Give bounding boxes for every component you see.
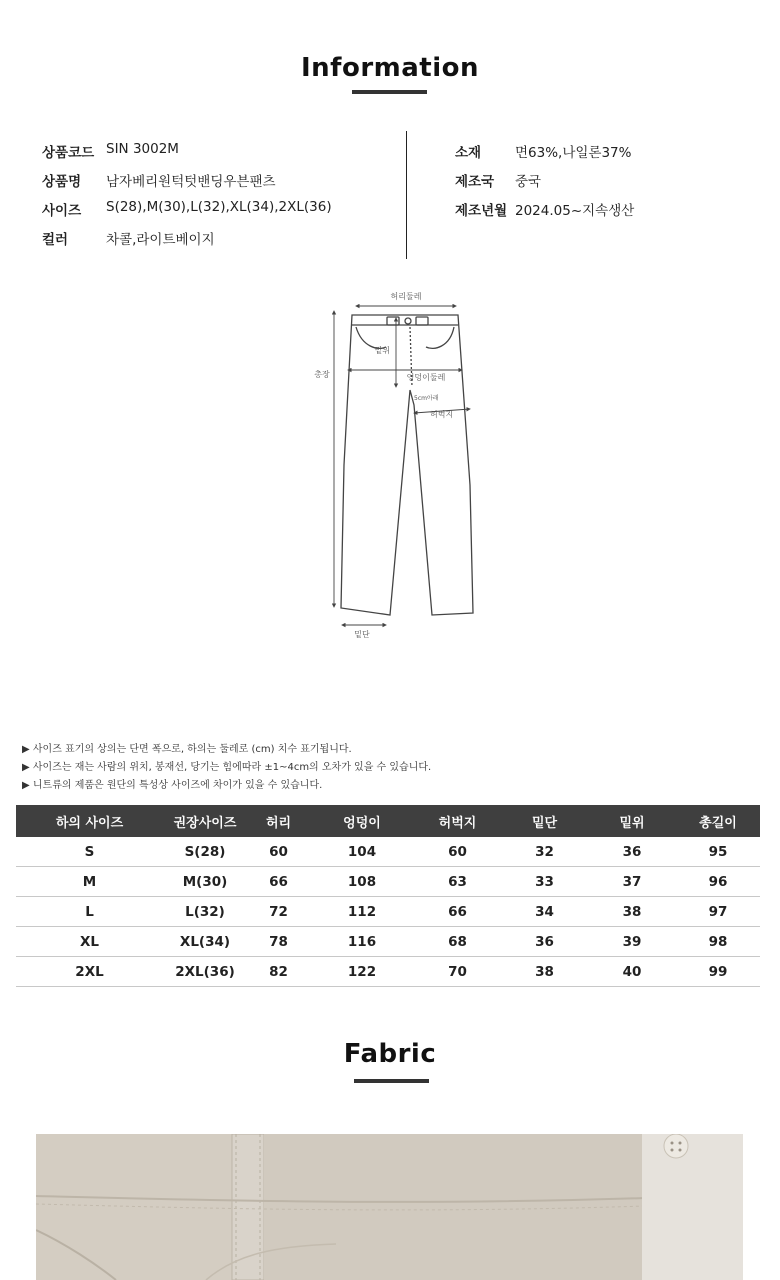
table-cell: 63 (414, 867, 501, 897)
info-value: S(28),M(30),L(32),XL(34),2XL(36) (106, 199, 332, 215)
table-cell: 122 (310, 957, 414, 987)
table-cell: 39 (588, 927, 676, 957)
table-cell: 38 (501, 957, 588, 987)
information-title-underline (352, 90, 427, 94)
table-cell: 95 (676, 837, 760, 867)
table-cell: 96 (676, 867, 760, 897)
table-cell: 82 (247, 957, 310, 987)
table-header-row (16, 805, 760, 837)
info-label: 제조년월 (455, 203, 508, 219)
size-notes (22, 741, 431, 795)
table-cell: 34 (501, 897, 588, 927)
header-cell: 허리 (247, 805, 310, 837)
info-label: 소재 (455, 145, 482, 161)
table-cell: XL(34) (163, 927, 247, 957)
table-cell: XL (16, 927, 163, 957)
table-cell: 38 (588, 897, 676, 927)
fabric-photo (36, 1134, 743, 1280)
label-length: 총장 (314, 370, 330, 379)
header-cell: 하의 사이즈 (16, 805, 163, 837)
note-item: ▶ 사이즈 표기의 상의는 단면 폭으로, 하의는 둘레로 (cm) 치수 표기됩니다. (22, 744, 352, 755)
info-label: 제조국 (455, 174, 495, 190)
label-thigh: 허벅지 (430, 410, 454, 419)
label-hip: 엉덩이둘레 (406, 373, 446, 382)
fabric-detail-illustration (36, 1134, 743, 1280)
table-cell: M (16, 867, 163, 897)
size-table (16, 805, 760, 987)
fabric-title-underline (354, 1079, 429, 1083)
table-cell: 32 (501, 837, 588, 867)
note-item: ▶ 사이즈는 재는 사람의 위치, 봉재선, 당기는 힘에따라 ±1~4cm의 오차가 있을 수 있습니다. (22, 762, 432, 773)
label-below: 5cm아래 (414, 395, 439, 402)
info-value: 중국 (515, 174, 542, 190)
table-row (16, 957, 760, 987)
table-cell: 108 (310, 867, 414, 897)
table-row (16, 837, 760, 867)
table-cell: 66 (247, 867, 310, 897)
table-cell: 2XL(36) (163, 957, 247, 987)
table-cell: 68 (414, 927, 501, 957)
table-cell: 66 (414, 897, 501, 927)
info-value: 남자베리원턱텃밴딩우븐팬츠 (106, 174, 276, 190)
label-waist: 허리둘레 (390, 292, 422, 301)
pants-outline (341, 315, 473, 615)
info-value: SIN 3002M (106, 141, 179, 157)
table-cell: 36 (588, 837, 676, 867)
info-label: 컬러 (42, 232, 69, 248)
header-cell: 권장사이즈 (163, 805, 247, 837)
product-info (0, 131, 780, 261)
label-hem: 밑단 (354, 630, 370, 639)
table-cell: S(28) (163, 837, 247, 867)
table-cell: M(30) (163, 867, 247, 897)
table-cell: 37 (588, 867, 676, 897)
table-cell: 116 (310, 927, 414, 957)
table-cell: 2XL (16, 957, 163, 987)
info-label: 상품명 (42, 174, 82, 190)
label-rise: 밑위 (374, 346, 390, 355)
header-cell: 밑위 (588, 805, 676, 837)
table-cell: 60 (247, 837, 310, 867)
table-cell: 104 (310, 837, 414, 867)
table-cell: 70 (414, 957, 501, 987)
table-cell: 78 (247, 927, 310, 957)
note-item: ▶ 니트류의 제품은 원단의 특성상 사이즈에 차이가 있을 수 있습니다. (22, 780, 323, 791)
pants-measurement-diagram (300, 285, 490, 645)
table-cell: 72 (247, 897, 310, 927)
table-cell: L(32) (163, 897, 247, 927)
table-cell: L (16, 897, 163, 927)
header-cell: 총길이 (676, 805, 760, 837)
info-value: 차콜,라이트베이지 (106, 232, 215, 248)
measurement-lines (334, 306, 470, 625)
table-cell: 33 (501, 867, 588, 897)
table-cell: S (16, 837, 163, 867)
header-cell: 밑단 (501, 805, 588, 837)
info-value: 2024.05~지속생산 (515, 203, 635, 219)
table-cell: 112 (310, 897, 414, 927)
table-row (16, 897, 760, 927)
header-cell: 엉덩이 (310, 805, 414, 837)
information-title: Information (300, 53, 480, 83)
info-divider (406, 131, 407, 259)
info-value: 면63%,나일론37% (515, 145, 632, 161)
table-cell: 36 (501, 927, 588, 957)
info-label: 사이즈 (42, 203, 82, 219)
info-label: 상품코드 (42, 145, 95, 161)
fabric-title: Fabric (343, 1039, 437, 1069)
header-cell: 허벅지 (414, 805, 501, 837)
table-cell: 98 (676, 927, 760, 957)
table-cell: 40 (588, 957, 676, 987)
table-row (16, 927, 760, 957)
table-cell: 60 (414, 837, 501, 867)
table-cell: 99 (676, 957, 760, 987)
table-row (16, 867, 760, 897)
table-cell: 97 (676, 897, 760, 927)
